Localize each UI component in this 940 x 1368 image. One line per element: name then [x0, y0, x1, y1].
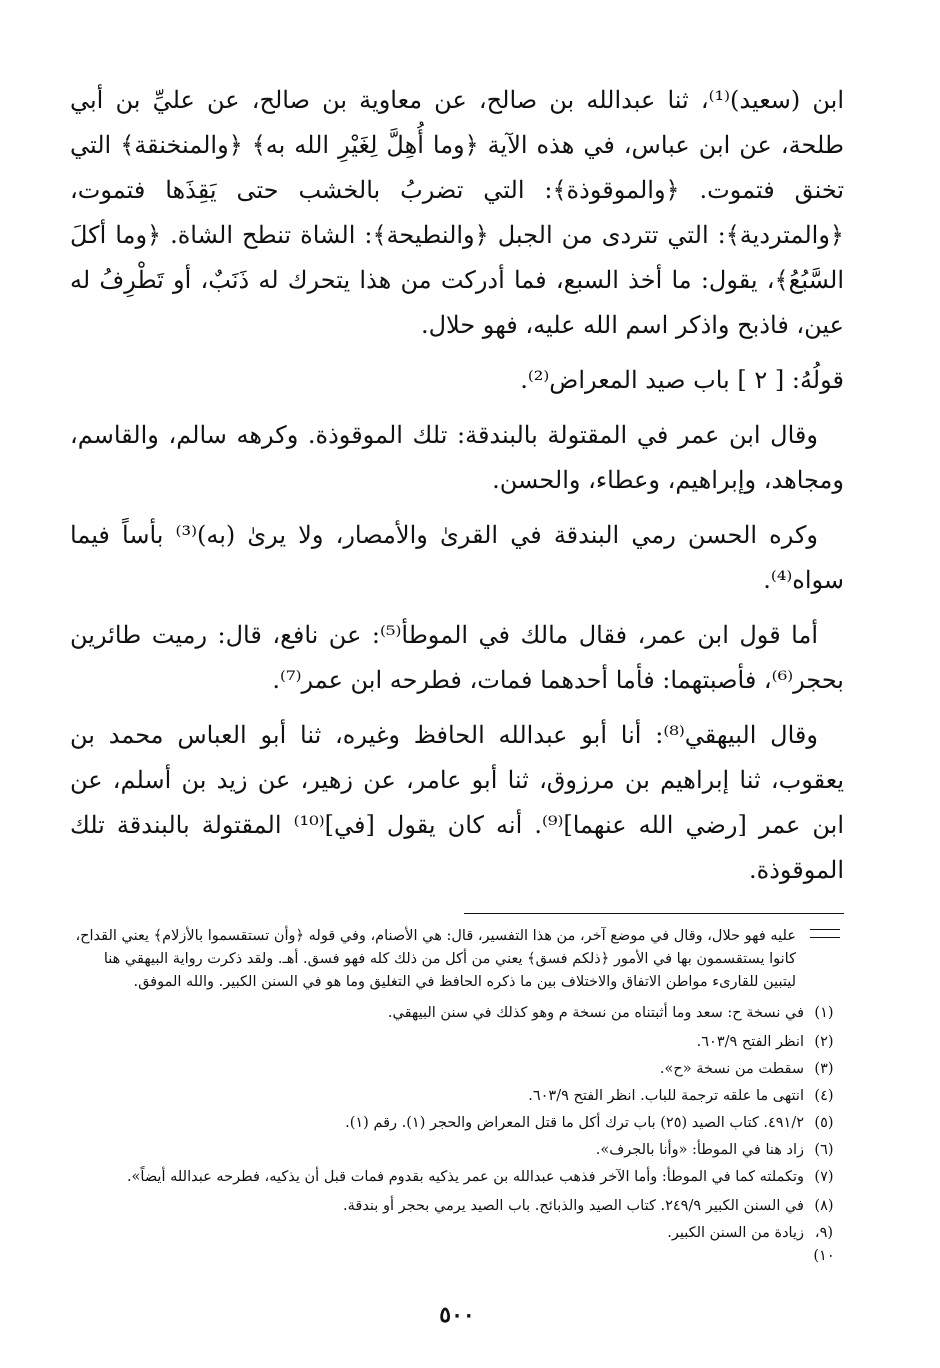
- paragraph-bayhaqi: وقال البيهقي⁽⁸⁾: أنا أبو عبدالله الحافظ وغيره، ثنا أبو العباس محمد بن يعقوب، ثنا إبراهيم بن مرزوق، ثنا أبو عامر، عن زهير، عن زيد بن أسلم، عن ابن عمر [رضي الله عنهما]⁽⁹⁾. أنه كان يقول [في]⁽¹⁰⁾ المقتولة بالبندقة تلك الموقوذة.: [70, 721, 845, 884]
- paragraph-malik: أما قول ابن عمر، فقال مالك في الموطأ⁽⁵⁾: عن نافع، قال: رميت طائرين بحجر⁽⁶⁾، فأصبتهما: فأما أحدهما فمات، فطرحه ابن عمر⁽⁷⁾.: [70, 621, 844, 694]
- footnote-number: (٣): [814, 1061, 834, 1077]
- footnote-text: سقطت من نسخة «ح».: [659, 1061, 804, 1077]
- footnote-text: وتكملته كما في الموطأ: وأما الآخر فذهب عبدالله بن عمر يذكيه بقدوم فمات قبل أن يذكيه، فطرحه عبدالله أيضاً».: [126, 1169, 804, 1185]
- footnote-number: (٩، ١٠): [813, 1225, 835, 1264]
- footnote-number: (٨): [814, 1198, 834, 1214]
- footnote-item: [70, 1031, 844, 1054]
- continuation-mark-icon: [810, 929, 840, 945]
- footnote-item: [70, 1222, 844, 1268]
- footnote-text: انظر الفتح ٦٠٣/٩.: [696, 1034, 804, 1050]
- footnote-number: (٦): [814, 1142, 834, 1158]
- footnote-item: [70, 1058, 844, 1081]
- chapter-heading: قولُهُ: [ ٢ ] باب صيد المعراض⁽²⁾.: [520, 366, 844, 394]
- footnote-text: في نسخة ح: سعد وما أثبتناه من نسخة م وهو كذلك في سنن البيهقي.: [387, 1005, 804, 1021]
- main-text: [70, 78, 844, 893]
- footnote-number: (٢): [814, 1034, 834, 1050]
- footnote-item: [70, 1085, 844, 1108]
- book-page: [70, 78, 844, 1328]
- footnote-number: (٥): [814, 1115, 834, 1131]
- separator-line: [464, 913, 844, 914]
- footnote-separator: [70, 903, 844, 925]
- footnotes: [70, 925, 844, 1268]
- footnote-text: زاد هنا في الموطأ: «وأنا بالجرف».: [595, 1142, 804, 1158]
- footnote-text: في السنن الكبير ٢٤٩/٩. كتاب الصيد والذبائح. باب الصيد يرمي بحجر أو بندقة.: [343, 1198, 804, 1214]
- footnote-number: (١): [814, 1005, 834, 1021]
- footnote-item: [70, 1195, 844, 1218]
- footnote-text: زيادة من السنن الكبير.: [667, 1225, 804, 1241]
- footnote-text: انتهى ما علقه ترجمة للباب. انظر الفتح ٦٠٣/٩.: [528, 1088, 804, 1104]
- page-number: ٥٠٠: [439, 1302, 475, 1328]
- footnote-item: [70, 1139, 844, 1162]
- footnote-item: [70, 1002, 844, 1025]
- paragraph-hasan: وكره الحسن رمي البندقة في القرىٰ والأمصار، ولا يرىٰ (به)⁽³⁾ بأساً فيما سواه⁽⁴⁾.: [70, 521, 844, 594]
- paragraph-ibn-umar: وقال ابن عمر في المقتولة بالبندقة: تلك الموقوذة. وكرهه سالم، والقاسم، ومجاهد، وإبراهيم، وعطاء، والحسن.: [70, 421, 844, 494]
- footnote-text: ٤٩١/٢. كتاب الصيد (٢٥) باب ترك أكل ما قتل المعراض والحجر (١). رقم (١).: [345, 1115, 804, 1131]
- footnote-continued-text: عليه فهو حلال، وقال في موضع آخر، من هذا التفسير، قال: هي الأصنام، وفي قوله ﴿وأن تستقسموا بالأزلام﴾ يعني القداح، كانوا يستقسمون بها في الأمور ﴿ذلكم فسق﴾ يعني من أكل من ذلك كله فهو فسق. أهـ. ولقد ذكرت رواية البيهقي هنا ليتبين للقارىء مواطن الاتفاق والاختلاف بين ما ذكره الحافظ في التغليق وما هو في السنن الكبير. والله الموفق.: [75, 928, 796, 990]
- footnote-number: (٤): [814, 1088, 834, 1104]
- paragraph-tafsir-quote: ابن (سعيد)⁽¹⁾، ثنا عبدالله بن صالح، عن معاوية بن صالح، عن عليِّ بن أبي طلحة، عن ابن عباس، في هذه الآية ﴿وما أُهِلَّ لِغَيْرِ الله به﴾ ﴿والمنخنقة﴾ التي تخنق فتموت. ﴿والموقوذة﴾: التي تضربُ بالخشب حتى يَقِذَها فتموت، ﴿والمتردية﴾: التي تتردى من الجبل ﴿والنطيحة﴾: الشاة تنطح الشاة. ﴿وما أكلَ السَّبُعُ﴾، يقول: ما أخذ السبع، فما أدركت من هذا يتحرك له ذَنَبٌ، أو تَطْرِفُ له عين، فاذبح واذكر اسم الله عليه، فهو حلال.: [70, 86, 844, 339]
- footnote-continued: [70, 925, 844, 994]
- footnote-number: (٧): [814, 1169, 834, 1185]
- footnote-item: [70, 1166, 844, 1189]
- footnote-item: [70, 1112, 844, 1135]
